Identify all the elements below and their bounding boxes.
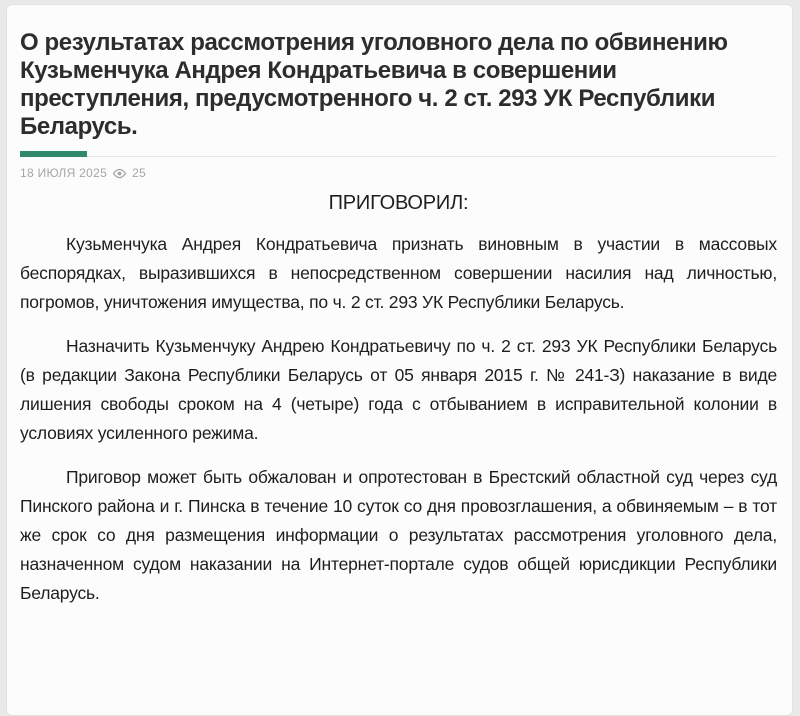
verdict-heading: ПРИГОВОРИЛ: bbox=[328, 192, 469, 214]
publish-date: 18 ИЮЛЯ 2025 bbox=[20, 166, 108, 180]
accent-bar bbox=[20, 151, 87, 157]
title-divider bbox=[20, 150, 777, 157]
view-count: 25 bbox=[132, 166, 147, 180]
article-card bbox=[6, 4, 793, 716]
verdict-paragraph: Кузьменчука Андрея Кондратьевича признать виновным в участии в массовых беспорядках, выразившихся в непосредственном совершении насилия над личностью, погромов, уничтожения имущества, по ч. 2 ст. 293 УК Республики Беларусь. bbox=[20, 234, 777, 312]
appeal-paragraph: Приговор может быть обжалован и опротестован в Брестский областной суд через суд Пинского района и г. Пинска в течение 10 суток со дня провозглашения, а обвиняемым – в тот же срок со дня размещения информации о результатах рассмотрения уголовного дела, назначенном судом наказании на Интернет-портале судов общей юрисдикции Республики Беларусь. bbox=[20, 467, 777, 603]
article-title: О результатах рассмотрения уголовного дела по обвинению Кузьменчука Андрея Кондратьевича в совершении преступления, предусмотренного ч. 2 ст. 293 УК Республики Беларусь. bbox=[20, 29, 728, 140]
article-meta bbox=[20, 166, 777, 180]
eye-icon bbox=[112, 168, 127, 179]
sentence-paragraph: Назначить Кузьменчуку Андрею Кондратьевичу по ч. 2 ст. 293 УК Республики Беларусь (в редакции Закона Республики Беларусь от 05 января 2015 г. № 241-З) наказание в виде лишения свободы сроком на 4 (четыре) года с отбыванием в исправительной колонии в условиях усиленного режима. bbox=[20, 336, 777, 443]
